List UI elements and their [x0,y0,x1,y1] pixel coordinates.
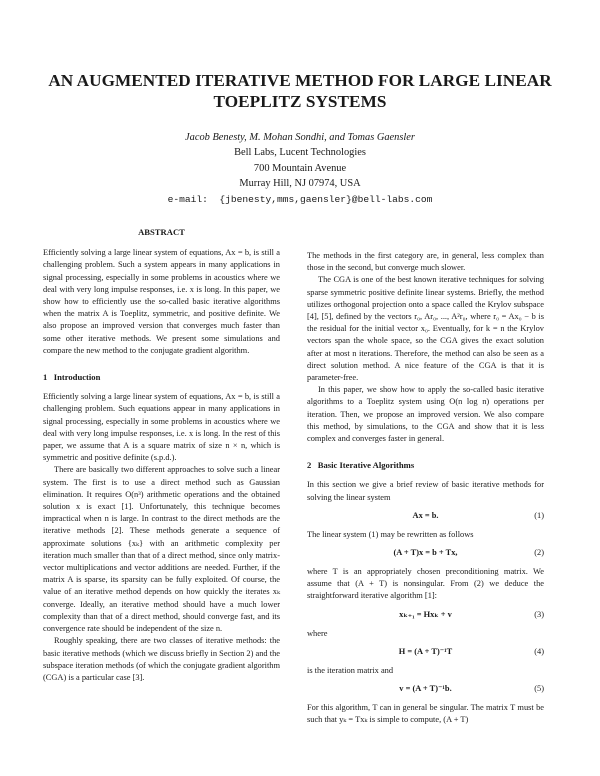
right-column [307,250,544,726]
where-label: where [307,628,328,638]
equation-4-number: (4) [534,646,544,656]
title-line-1: AN AUGMENTED ITERATIVE METHOD FOR LARGE LINEAR [48,71,552,90]
equation-1-number: (1) [534,510,544,520]
section-1-heading: 1 Introduction [43,372,101,383]
equation-3-expression: xₖ₊₁ = Hxₖ + v [399,609,452,619]
equation-1-expression: Ax = b. [412,510,439,520]
right-paragraph-1: The methods in the first category are, in general, less complex than those in the second, but converge much slower. [307,251,544,273]
affiliation: Bell Labs, Lucent Technologies [234,147,366,159]
author-names: Jacob Benesty, M. Mohan Sondhi, and Tomas Gaensler [185,132,415,143]
paper-title [20,70,580,112]
intro-paragraph-1: Efficiently solving a large linear system of equations, Ax = b, is still a challenging problem. Such equations appear in many applications in signal processing, especially in some problems in acoustics where we deal with very long impulse responses, i.e. x is long. In the rest of this paper, we assume that A is a square matrix of size n × n, which is symmetric and positive definite (s.p.d.). [43,392,280,463]
abstract-heading: ABSTRACT [138,227,185,237]
section-2-paragraph-5: For this algorithm, T can in general be singular. The matrix T must be such that yₖ = Txₖ is simple to compute, (A + T) [307,703,544,725]
intro-paragraph-2: There are basically two different approaches to solve such a linear system. The first is to use a direct method such as Gaussian elimination. It requires O(n³) arithmetic operations and the obtained solution x is exact [1]. Unfortunately, this technique becomes impractical when n is large. In contrast to the direct methods are the iterative methods [2]. These methods generate a sequence of approximate solutions {xₖ} with an arithmetic complexity per iteration much smaller than that of a direct method, since only matrix-vector multiplications and vector additions are needed. Further, if the matrix A is sparse, its sparsity can be fully exploited. Of course, the value of an iterative method depends on how quickly the iterates xₖ converge. Ideally, an iterative method should have a much lower complexity than that of a direct method, should converge fast, and its convergence rate should be independent of the size n. [43,465,280,634]
section-2-paragraph-1: In this section we give a brief review of basic iterative methods for solving the linear system [307,480,544,502]
section-2-heading: 2 Basic Iterative Algorithms [307,460,415,471]
equation-4-expression: H = (A + T)⁻¹T [398,646,453,656]
equation-5-expression: v = (A + T)⁻¹b. [399,684,452,694]
address-line-2: Murray Hill, NJ 07974, USA [239,178,361,190]
left-column [43,226,280,684]
abstract-text: Efficiently solving a large linear system of equations, Ax = b, is still a challenging problem. Such a system appears in many applications in signal processing, especially in some problems in acoustics where we deal with very long impulse responses, i.e. x is long. In this paper, we show how to efficiently use the so-called basic iterative algorithms when the matrix A is Toeplitz, symmetric, and positive definite. We also propose an improved version that converges much faster than some other iterative methods. We present some simulations and compare the new method to the conjugate gradient algorithm. [43,248,280,355]
equation-2-expression: (A + T)x = b + Tx, [393,548,458,558]
intro-paragraph-3: Roughly speaking, there are two classes of iterative methods: the basic iterative methods (which we discuss briefly in Section 2) and the subspace iteration methods (of which the conjugate gradient algorithm (CGA) is a particular case [3]. [43,636,280,682]
equation-3 [307,609,544,622]
equation-2-number: (2) [534,548,544,558]
section-2-paragraph-3: where T is an appropriately chosen preconditioning matrix. We assume that (A + T) is nonsingular. From (2) we deduce the straightforward iterative algorithm [1]: [307,567,544,601]
equation-5-number: (5) [534,684,544,694]
equation-1 [307,510,544,523]
equation-3-number: (3) [534,609,544,619]
section-2-paragraph-2: The linear system (1) may be rewritten as follows [307,529,474,539]
title-line-2: TOEPLITZ SYSTEMS [213,92,387,111]
right-paragraph-2: The CGA is one of the best known iterative techniques for solving sparse symmetric positive definite linear systems. Briefly, the method utilizes orthogonal projection onto a space called the Krylov subspace [4], [5], defined by the vectors r₀, Ar₀, ..., A²r₀, where r₀ = Ax₀ − b is the residual for the initial vector x₀. Eventually, for k = n the Krylov vectors span the whole space, so the CGA gives the exact solution after at most n iterations. Therefore, the method can also be seen as a direct solution method. A nice feature of the CGA is that it is parameter-free. [307,275,544,383]
equation-4 [307,646,544,659]
right-paragraph-3: In this paper, we show how to apply the so-called basic iterative algorithms to a Toeplitz system using O(n log n) operations per iteration. Then, we propose an improved version. We also compare this method, by simulations, to the CGA and show that it is less complex and converges faster in general. [307,385,544,444]
address-line-1: 700 Mountain Avenue [253,162,347,174]
equation-2 [307,547,544,560]
author-block [20,130,580,207]
section-2-paragraph-4: is the iteration matrix and [307,665,394,675]
email: e-mail: {jbenesty,mms,gaensler}@bell-labs.com [167,193,433,205]
equation-5 [307,683,544,696]
